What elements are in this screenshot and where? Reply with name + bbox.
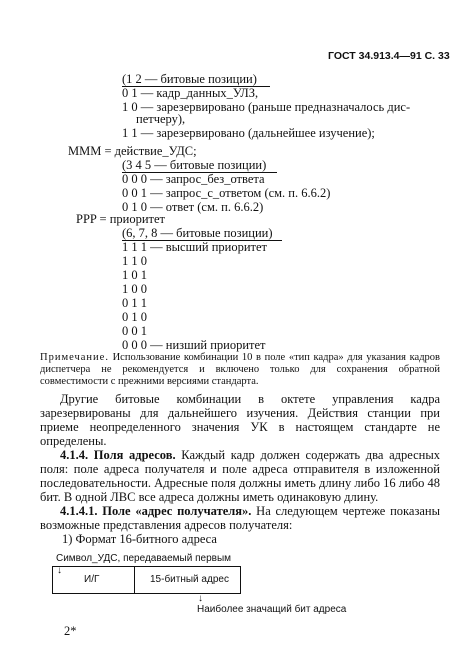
bit-row: 1 1 — зарезервировано (дальнейшее изучение); bbox=[122, 126, 375, 140]
bit-row: 1 0 1 bbox=[122, 268, 147, 282]
bit-positions-heading-2: (3 4 5 — битовые позиции) bbox=[122, 158, 277, 173]
bit-row: 0 1 — кадр_данных_УЛЗ, bbox=[122, 86, 259, 100]
section-text-4-1-4-1: На следующем чертеже показаны возможные представления адресов получателя: bbox=[40, 504, 441, 532]
bit-row: 0 0 0 — запрос_без_ответа bbox=[122, 172, 265, 186]
bit-positions-heading-1: (1 2 — битовые позиции) bbox=[122, 72, 270, 87]
ppp-label: PPP = приоритет bbox=[76, 212, 165, 226]
bit-row: 0 0 1 — запрос_с_ответом (см. п. 6.6.2) bbox=[122, 186, 331, 200]
arrow-down-icon: ↓ bbox=[198, 593, 203, 604]
bit-row: 0 1 0 — ответ (см. п. 6.6.2) bbox=[122, 200, 264, 214]
diagram-bottom-label: Наиболее значащий бит адреса bbox=[197, 604, 347, 615]
page-number: 2* bbox=[64, 624, 77, 638]
bit-row: 1 1 1 — высший приоритет bbox=[122, 240, 268, 254]
bit-row: 0 0 0 — низший приоритет bbox=[122, 338, 266, 352]
paragraph-destination-address bbox=[40, 504, 440, 532]
section-text-4-1-4: Каждый кадр должен содержать два адресных поля: поле адреса получателя и поле адреса отправителя в изложенной последовательности. Адресные поля должны иметь длину либо 16 либо 48 бит. В одной ЛВС все адреса должны иметь одинаковую длину. bbox=[40, 448, 441, 504]
page-header: ГОСТ 34.913.4—91 С. 33 bbox=[328, 50, 450, 62]
bit-row: 1 0 0 bbox=[122, 282, 147, 296]
mmm-label: MMM = действие_УДС; bbox=[68, 144, 197, 158]
ig-cell-label: И/Г bbox=[84, 574, 100, 585]
note-paragraph bbox=[40, 352, 440, 388]
bit-row: 1 1 0 bbox=[122, 254, 147, 268]
bit-row: 0 1 1 bbox=[122, 296, 147, 310]
address-cell-label: 15-битный адрес bbox=[150, 574, 229, 585]
note-label: Примечание. bbox=[40, 352, 109, 363]
section-title-4-1-4: 4.1.4. Поля адресов. bbox=[60, 448, 176, 462]
bit-row: 0 0 1 bbox=[122, 324, 147, 338]
bit-row-continuation: петчеру), bbox=[136, 112, 186, 126]
bit-row: 0 1 0 bbox=[122, 310, 147, 324]
section-title-4-1-4-1: 4.1.4.1. Поле «адрес получателя». bbox=[60, 504, 252, 518]
arrow-down-icon: ↓ bbox=[57, 565, 62, 576]
paragraph-address-fields bbox=[40, 448, 440, 504]
format-16-bit-heading: 1) Формат 16-битного адреса bbox=[62, 532, 217, 546]
bit-row: 1 0 — зарезервировано (раньше предназначалось дис- bbox=[122, 100, 411, 114]
note-text: Использование комбинации 10 в поле «тип кадра» для указания кадров диспетчера не рекомендуется и включено только для сохранения обратной совместимости с прежними версиями стандарта. bbox=[40, 352, 440, 387]
paragraph-other-combinations: Другие битовые комбинации в октете управления кадра зарезервированы для дальнейшего изучения. Действия станции при приеме неопределенного значения УК в настоящем стандарте не определены. bbox=[40, 392, 440, 448]
bit-positions-heading-3: (6, 7, 8 — битовые позиции) bbox=[122, 226, 282, 241]
diagram-top-label: Символ_УДС, передаваемый первым bbox=[56, 553, 232, 564]
